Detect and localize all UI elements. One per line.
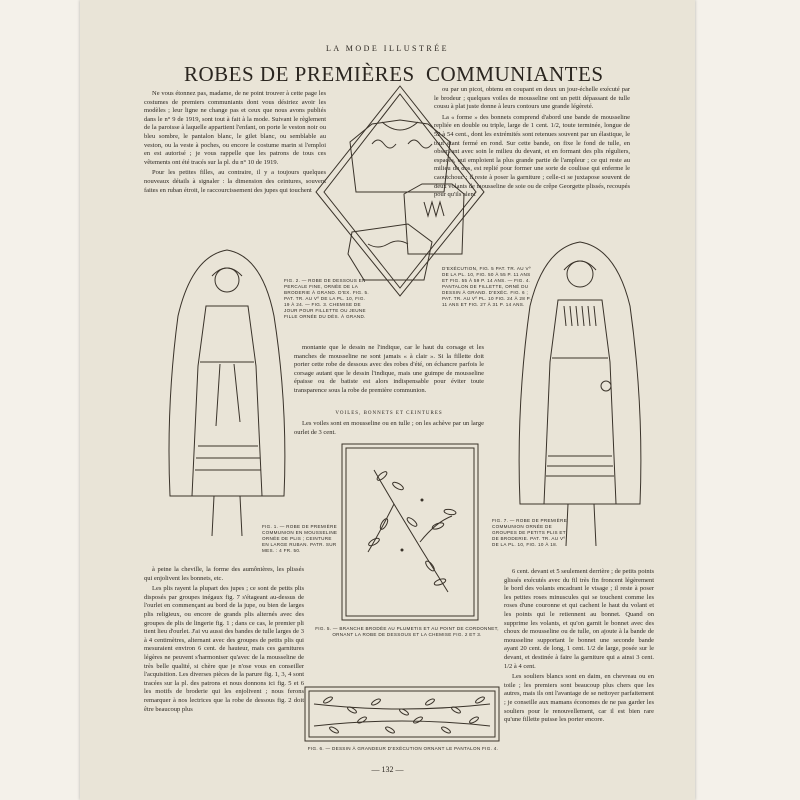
veils-paragraph: Les voiles sont en mousseline ou en tulle ; on les achève par un large ourlet de 3 cent.: [294, 420, 484, 436]
page-title-left: ROBES DE PREMIÈRES: [184, 62, 415, 86]
right-top-paragraph-1: ou par un picot, obtenu en coupant en deux un jour-échelle exécuté par le brodeur ; quelques voiles de mousseline ont un petit dépassant de tulle cousu à plat juste donne à leurs contours une grande légèreté.: [434, 86, 630, 111]
section-heading: VOILES, BONNETS ET CEINTURES: [335, 411, 443, 416]
right-bottom-paragraph-1: 6 cent. devant et 5 seulement derrière ; de petits points glissés exécutés avec du fil très fin froncent légèrement le bord des volants encadrant le visage ; il reste à poser les petites roses minuscules qui se touchent comme les roses d'une couronne et qui cachent le haut du volant et les points qui le retiennent au bonnet. Quand on supprime les volants, et qu'on garnit le bonnet avec des choux de mousseline ou de tulle, on ajoute à la bande de mousseline supportant le bonnet une seconde bande ayant 20 cent. de long, 1 cent. 1/2 de large, posée sur le devant, et destinée à faire la garniture qui a ainsi 3 cent. 1/2 à 4 cent.: [504, 568, 654, 670]
caption-fig7: FIG. 7. — ROBE DE PREMIÈRE COMMUNION ORNÉE DE GROUPES DE PETITS PLIS ET DE BRODERIE. PAT. TR. AU Vº DE LA PL. 10, FIG. 10 À 18.: [492, 518, 567, 547]
middle-column: [294, 344, 484, 408]
magazine-page: [80, 0, 695, 800]
caption-fig1: FIG. 1. — ROBE DE PREMIÈRE COMMUNION EN MOUSSELINE ORNÉE DE PLIS ; CEINTURE EN LARGE RUBAN. PATR. SUR MES. : 4 FR. 50.: [262, 524, 338, 553]
caption-fig6: FIG. 6. — DESSIN À GRANDEUR D'EXÉCUTION ORNANT LE PANTALON FIG. 4.: [307, 746, 499, 751]
page-title-right: COMMUNIANTES: [426, 62, 604, 86]
veils-text: [294, 420, 484, 440]
masthead: LA MODE ILLUSTRÉE: [326, 44, 449, 53]
intro-column: [144, 90, 326, 248]
left-bottom-column: [144, 566, 304, 744]
right-top-paragraph-2: La « forme » des bonnets comprend d'abord une bande de mousseline repliée en double ou triple, large de 1 cent. 1/2, toute terminée, longue de 52 à 54 cent., dont les extrémités sont retenues souvent par un élastique, le tout étant fermé en rond. Sur cette bande, on fixe le fond de tulle, en observant avec soin le milieu du devant, et en formant des plis réguliers, espacés, qui emploient la plus grande partie de l'ampleur ; ce qui reste au milieu du dos, est replié pour former une sorte de coulisse qui enferme le caoutchouc ; il reste à poser la garniture ; celle-ci se juxtapose souvent de deux volants de mousseline de soie ou de crêpe Georgette plissés, recoupés pour qu'ils alent: [434, 113, 630, 199]
left-bottom-paragraph-2: Les plis rayent la plupart des jupes ; ce sont de petits plis disposés par groupes inégaux fig. 7 s'étageant au-dessus de l'ourlet en commençant au bord de la jupe, ou bien de larges plis religieux, ou encore de grands plis alternés avec des groupes de plis de lingerie fig. 1 ; dans ce cas, le premier pli tient lieu d'ourlet. J'ai vu aussi des bandes de tulle larges de 3 à 4 centimètres, alternant avec des groupes de petits plis qui mesuraient environ 6 cent. de hauteur, mais ces garnitures légères ne peuvent s'harmoniser qu'avec de la mousseline de très belle qualité, si chère que je n'ose vous en conseiller l'acquisition. Les diverses pièces de la parure fig. 1, 3, 4 sont tracées sur la pl. des patrons et nous donnons ici fig. 5 et 6 les motifs de broderie qui les enjolivent ; nous ferons remarquer à nos lectrices que la robe de dessous fig. 2 doit être beaucoup plus: [144, 585, 304, 713]
caption-fig5: FIG. 5. — BRANCHE BRODÉE AU PLUMETIS ET AU POINT DE CORDONNET, ORNANT LA ROBE DE DESSOUS ET LA CHEMISE FIG. 2 ET 3.: [315, 626, 499, 637]
caption-fig4: D'EXÉCUTION, FIG. 5 PAT. TR. AU Vº DE LA PL. 10, FIG. 50 À 55 P. 11 ANS ET FIG. 55 À 59 P. 14 ANS. — FIG. 4. PANTALON DE FILLETTE, ORNÉ DU DESSIN À GRAND. D'EXÉC. FIG. 6 ; PAT. TR. AU Vº PL. 10 FIG. 24 À 28 P. 11 ANS ET FIG. 27 À 31 P. 14 ANS.: [442, 266, 532, 307]
middle-paragraph: montante que le dessin ne l'indique, car le haut du corsage et les manches de mousseline ne sont jamais « à clair ». Si la fillette doit porter cette robe de dessous avec des robes d'été, on échancre parfois le corsage autant que le dessin l'indique, mais une guimpe de mousseline épaisse ou de batiste est alors indispensable pour éviter toute transparence sous la robe de première communion.: [294, 344, 484, 394]
intro-paragraph-1: Ne vous étonnez pas, madame, de ne point trouver à cette page les costumes de premiers communiants dont vous désiriez avoir les modèles ; leur ligne ne change pas et ceux que nous avons publiés dans le n° 9 de 1919, sont tout à fait à la mode. Suivant le règlement de la paroisse à laquelle appartient l'enfant, on porte le veston noir ou bleu sombre, le pantalon blanc, le gilet blanc, ou semblable au veston, ou la veste à poches, ou encore le costume marin si l'emploi en est autorisé ; je vous rappelle que les patrons de tous ces vêtements ont été tracés sur la pl. du n° 10 de 1919.: [144, 90, 326, 166]
figure-1-communion-dress: [162, 246, 292, 566]
fig6-embroidery-border: [304, 686, 500, 742]
right-bottom-paragraph-2: Les souliers blancs sont en daim, en chevreau ou en toile ; les premiers sont beaucoup plus chers que les autres, mais ils ont l'avantage de se nettoyer parfaitement ; je conseille aux mamans économes de ne pas garder les souliers pour le renouvellement, car il est bien rare qu'une fillette puisse les porter encore.: [504, 673, 654, 724]
right-bottom-column: [504, 568, 654, 746]
caption-fig2: FIG. 2. — ROBE DE DESSOUS EN PERCALE FINE, ORNÉE DE LA BRODERIE À GRAND. D'EX. FIG. 5. PAT. TR. AU Vº DE LA PL. 10, FIG. 19 À 24. — FIG. 3. CHEMISE DE JOUR POUR FILLETTE OU JEUNE FILLE ORNÉE DU DÉS. À GRAND.: [284, 278, 369, 319]
left-bottom-paragraph-1: à peine la cheville, la forme des aumônières, les plissés qui enjolivent les bonnets, etc.: [144, 566, 304, 582]
intro-paragraph-2: Pour les petites filles, au contraire, il y a toujours quelques nouveaux détails à signaler : la dimension des ceintures, souvent faites en ruban étroit, le raccourcissement des jupes qui touchent: [144, 169, 326, 194]
fig5-embroidery-branch: [340, 442, 480, 622]
page-number: — 132 —: [371, 765, 404, 774]
